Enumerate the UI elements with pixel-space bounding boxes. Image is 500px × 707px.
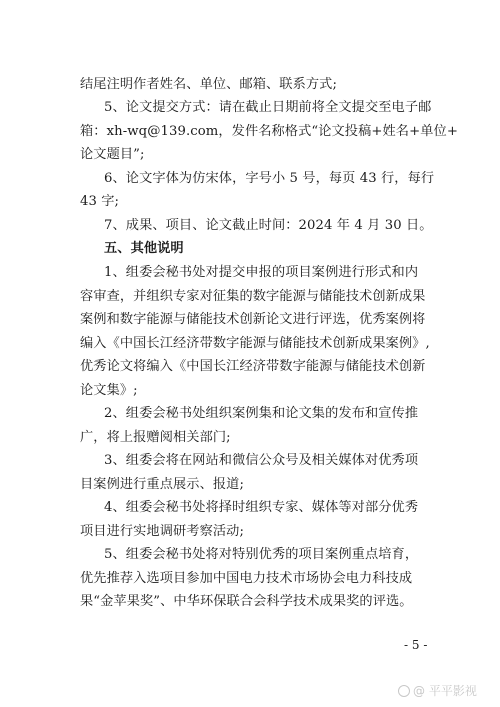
text-line: 案例和数字能源与储能技术创新论文进行评选，优秀案例将: [80, 312, 426, 327]
text-line: 6、论文字体为仿宋体，字号小 5 号，每页 43 行，每行: [104, 171, 435, 186]
text-line: 箱：xh-wq@139.com，发件名称格式“论文投稿+姓名+单位+: [80, 124, 458, 139]
text-line: 目案例进行重点展示、报道;: [80, 477, 244, 492]
text-line: 优秀论文将编入《中国长江经济带数字能源与储能技术创新: [80, 359, 426, 374]
text-line: 编入《中国长江经济带数字能源与储能技术创新成果案例》,: [80, 336, 430, 351]
text-line: 论文题目”;: [80, 147, 145, 162]
text-line: 优先推荐入选项目参加中国电力技术市场协会电力科技成: [80, 571, 413, 586]
text-line: 2、组委会秘书处组织案例集和论文集的发布和宣传推: [104, 406, 419, 421]
text-line: 3、组委会将在网站和微信公众号及相关媒体对优秀项: [104, 453, 419, 468]
watermark: [398, 682, 477, 699]
text-line: 43 字;: [80, 194, 120, 209]
page-number: - 5 -: [404, 638, 428, 652]
text-line: 容审查，并组织专家对征集的数字能源与储能技术创新成果: [80, 289, 426, 304]
text-line: 4、组委会秘书处将择时组织专家、媒体等对部分优秀: [104, 500, 419, 515]
text-line: 项目进行实地调研考察活动;: [80, 524, 244, 539]
text-line: 果“金苹果奖”、中华环保联合会科学技术成果奖的评选。: [80, 594, 413, 609]
text-line: 广，将上报赠阅相关部门;: [80, 430, 231, 445]
text-line: 5、组委会秘书处将对特别优秀的项目案例重点培育，: [104, 547, 419, 562]
text-line: 1、组委会秘书处对提交申报的项目案例进行形式和内: [104, 265, 419, 280]
watermark-text: @ 平平影视: [413, 684, 477, 698]
text-line: 5、论文提交方式：请在截止日期前将全文提交至电子邮: [104, 100, 432, 115]
text-line: 结尾注明作者姓名、单位、邮箱、联系方式;: [80, 77, 338, 92]
text-line: 7、成果、项目、论文截止时间：2024 年 4 月 30 日。: [104, 218, 433, 233]
watermark-logo-icon: [398, 685, 410, 697]
section-heading: 五、其他说明: [104, 241, 184, 256]
text-line: 论文集》;: [80, 383, 138, 398]
